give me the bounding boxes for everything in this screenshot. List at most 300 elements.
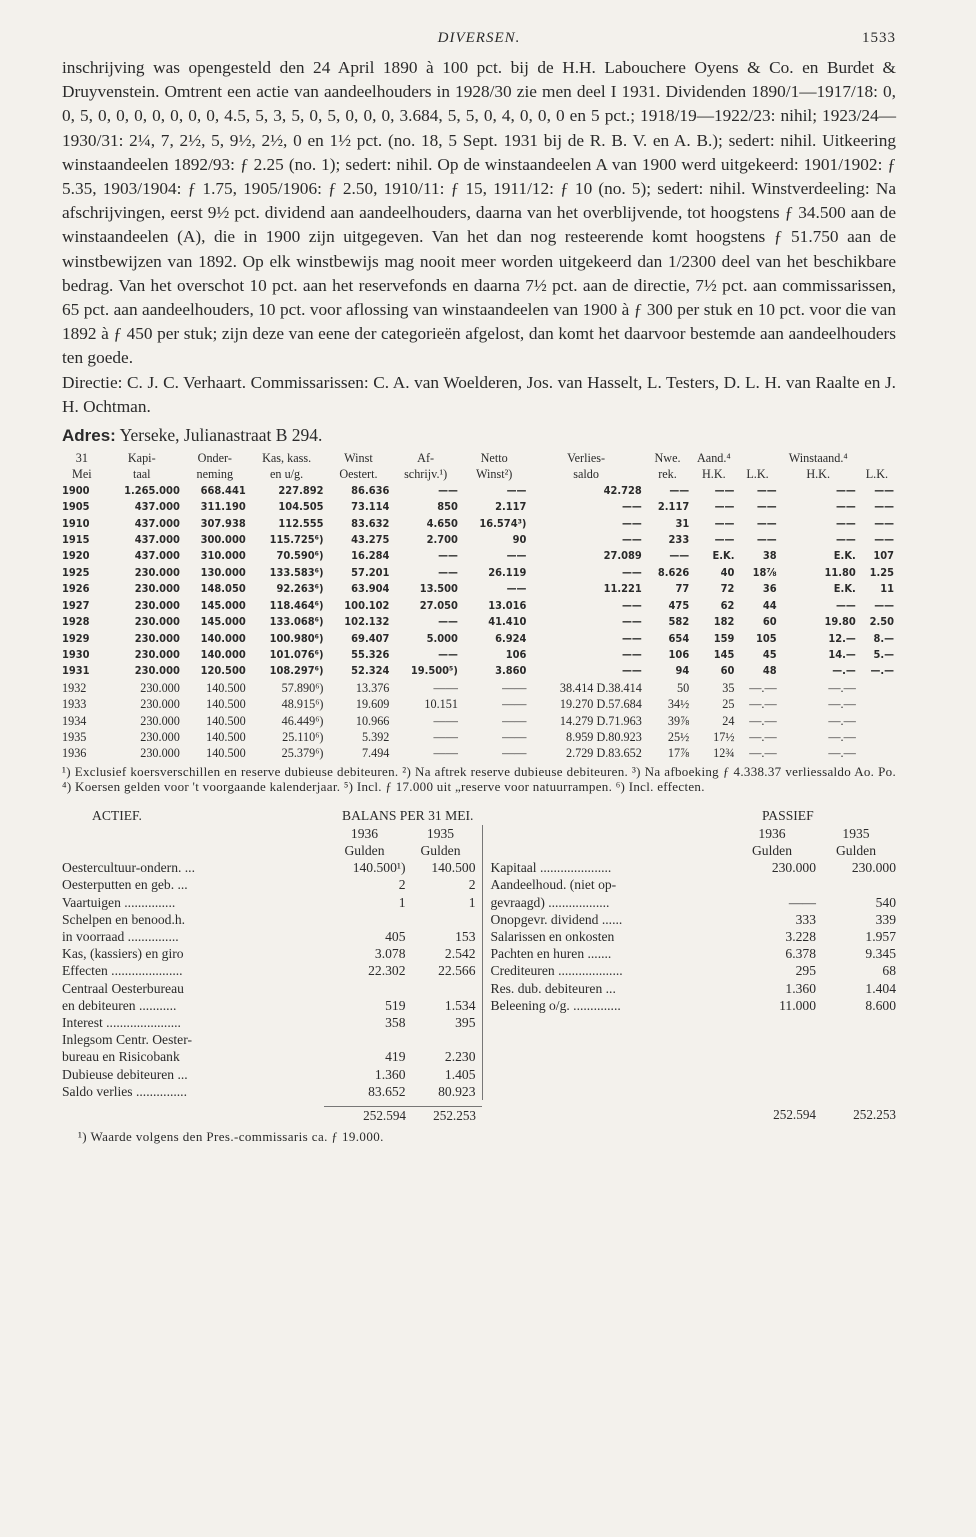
column-header: Mei	[72, 467, 92, 482]
item-label: en debiteuren ...........	[62, 997, 177, 1013]
table-row	[62, 581, 896, 597]
table-cell: 60	[762, 615, 777, 629]
table-cell: 11.221	[603, 582, 642, 596]
item-label: gevraagd) ..................	[490, 894, 610, 910]
table-cell: 233	[668, 533, 690, 547]
table-cell: ——	[506, 582, 527, 596]
item-value: 1.534	[444, 997, 476, 1013]
table-cell: 140.500	[206, 697, 246, 712]
passief-row	[483, 894, 897, 911]
table-cell: 133.583⁶)	[269, 565, 324, 579]
item-label: Kapitaal .....................	[490, 860, 612, 876]
table-cell: 46.449⁶)	[281, 713, 324, 728]
table-header-row	[62, 466, 896, 482]
table-cell: ——	[622, 598, 642, 612]
table-cell: 13.376	[355, 680, 390, 695]
table-cell: 8.—	[873, 631, 894, 645]
table-cell: 437.000	[134, 533, 180, 547]
column-header: Onder-	[197, 451, 232, 466]
table-cell: ——	[835, 500, 856, 514]
table-cell: 18⅞	[752, 565, 777, 579]
table-cell: 108.297⁶)	[269, 664, 324, 678]
table-cell: 107	[873, 549, 894, 563]
table-cell: 1905	[62, 500, 90, 514]
actief-row	[62, 945, 482, 962]
table-cell: ——	[433, 746, 458, 761]
table-cell: 140.500	[206, 713, 246, 728]
actief-row	[62, 1014, 482, 1031]
item-value: 1.360	[374, 1066, 406, 1082]
item-label: Schelpen en benood.h.	[62, 911, 186, 927]
table-cell: 86.636	[351, 483, 390, 497]
table-cell	[858, 680, 896, 696]
table-cell: 106	[668, 647, 690, 661]
column-header: Kas, kass.	[262, 451, 312, 466]
item-value: 8.600	[865, 997, 896, 1013]
table-cell: ——	[756, 483, 777, 497]
column-header: rek.	[658, 467, 677, 482]
table-cell: 27.050	[419, 598, 458, 612]
table-cell: 94	[675, 664, 690, 678]
table-cell: 1.265.000	[124, 483, 180, 497]
table-cell: 6.924	[495, 631, 527, 645]
table-cell: ——	[622, 516, 642, 530]
table-cell: ——	[756, 533, 777, 547]
balance-title: BALANS PER 31 MEI.	[342, 807, 474, 823]
table-cell: 159	[713, 631, 735, 645]
table-cell: ——	[502, 746, 527, 761]
item-value: 83.652	[368, 1083, 406, 1099]
balance-sheet	[62, 807, 896, 1146]
actief-row	[62, 1031, 482, 1048]
table-cell: 2.117	[657, 500, 690, 514]
table-cell: 230.000	[134, 647, 180, 661]
table-cell: ——	[622, 664, 642, 678]
table-cell: 12¾	[713, 746, 735, 761]
item-value	[406, 980, 482, 997]
item-value: 1.405	[444, 1066, 476, 1082]
table-cell: 27.089	[603, 549, 642, 563]
table-cell: 5.000	[426, 631, 458, 645]
table-cell: —.—	[828, 713, 856, 728]
table-cell: 26.119	[488, 565, 527, 579]
passief-row	[483, 997, 897, 1014]
item-value: 68	[882, 963, 896, 979]
item-label: Pachten en huren .......	[490, 946, 612, 962]
item-label: Oestercultuur-ondern. ...	[62, 860, 195, 876]
table-cell: E.K.	[712, 549, 735, 563]
table-cell: 300.000	[200, 533, 246, 547]
table-cell: 1929	[62, 631, 90, 645]
table-cell: 62	[720, 598, 735, 612]
table-cell: 1925	[62, 565, 90, 579]
page-number: 1533	[862, 30, 896, 46]
address-line	[62, 425, 896, 446]
table-footnotes: ¹) Exclusief koersverschillen en reserve dubieuse debiteuren. ²) Na aftrek reserve dubieuse debiteuren. ³) Na afboeking ƒ 4.338.37 verliessaldo Ao. Po. ⁴) Koersen gelden voor 't voorgaande kalenderjaar. ⁵) Incl. ƒ 17.000 uit „reserve voor natuurrampen. ⁶) Incl. effecten.	[62, 763, 896, 795]
item-value: 22.302	[368, 963, 406, 979]
table-cell: ——	[874, 500, 894, 514]
table-cell: 25½	[667, 729, 690, 744]
item-value: 1.404	[865, 980, 896, 996]
table-cell: ——	[502, 729, 527, 744]
table-cell: 72	[720, 582, 735, 596]
actief-row	[62, 997, 482, 1014]
table-cell: ——	[622, 615, 642, 629]
item-label: in voorraad ...............	[62, 928, 179, 944]
table-cell: 227.892	[278, 483, 324, 497]
column-header: Oestert.	[339, 467, 378, 482]
table-cell: 4.650	[426, 516, 458, 530]
table-cell: ——	[438, 549, 458, 563]
table-cell: 31	[675, 516, 690, 530]
table-cell: 1933	[62, 697, 87, 712]
table-cell: ——	[835, 598, 856, 612]
table-cell: 34½	[667, 697, 690, 712]
table-cell: ——	[669, 549, 690, 563]
table-cell: 13.016	[488, 598, 527, 612]
table-cell: ——	[438, 565, 458, 579]
table-cell: 115.725⁶)	[269, 533, 324, 547]
table-cell: 45	[762, 647, 777, 661]
actief-row	[62, 928, 482, 945]
passief-row	[483, 876, 897, 893]
item-value: 6.378	[785, 946, 816, 962]
actief-row	[62, 962, 482, 979]
table-cell: 437.000	[134, 516, 180, 530]
table-cell: 475	[668, 598, 690, 612]
item-value: 3.078	[374, 946, 406, 962]
item-value: 230.000	[851, 860, 896, 876]
table-cell: E.K.	[833, 549, 856, 563]
paragraph-board: Directie: C. J. C. Verhaart. Commissarissen: C. A. van Woelderen, Jos. van Hasselt, L. Testers, D. L. H. van Raalte en J. H. Ochtman.	[62, 372, 896, 416]
item-label: Vaartuigen ...............	[62, 894, 176, 910]
table-cell: ——	[502, 697, 527, 712]
table-cell: 1927	[62, 598, 90, 612]
table-cell: 1928	[62, 615, 90, 629]
statistics-table	[62, 450, 896, 762]
column-header: Aand.⁴	[696, 451, 731, 466]
table-cell: 48	[762, 664, 777, 678]
table-cell: 120.500	[200, 664, 246, 678]
table-cell: 14.—	[828, 647, 856, 661]
table-cell: 230.000	[134, 565, 180, 579]
item-value	[324, 980, 406, 997]
item-value: 1.957	[865, 928, 896, 944]
table-cell: 230.000	[134, 598, 180, 612]
table-cell: 36	[762, 582, 777, 596]
table-row	[62, 696, 896, 712]
passief-row	[483, 911, 897, 928]
table-cell: 63.904	[351, 582, 390, 596]
table-cell: ——	[874, 533, 894, 547]
column-header: H.K.	[806, 467, 831, 482]
item-label: Crediteuren ...................	[490, 963, 623, 979]
balance-totals	[62, 1106, 896, 1124]
table-cell: 19.270 D.57.684	[559, 697, 642, 712]
table-cell: ——	[622, 631, 642, 645]
item-value: ——	[788, 894, 816, 910]
table-cell: 16.284	[351, 549, 390, 563]
table-cell: 73.114	[351, 500, 390, 514]
column-header: schrijv.¹)	[404, 467, 448, 482]
table-cell: 437.000	[134, 549, 180, 563]
column-header: neming	[196, 467, 234, 482]
table-cell: 230.000	[140, 729, 180, 744]
column-header: Af-	[417, 451, 435, 466]
table-cell: ——	[714, 516, 735, 530]
passief-row	[483, 945, 897, 962]
address-label: Adres:	[62, 426, 116, 446]
item-label: Saldo verlies ...............	[62, 1083, 187, 1099]
table-cell: 25.110⁶)	[282, 729, 324, 744]
table-cell: 2.700	[426, 533, 458, 547]
table-cell: 230.000	[140, 746, 180, 761]
actief-row	[62, 1048, 482, 1065]
table-cell: 57.201	[351, 565, 390, 579]
table-cell: 40	[720, 565, 735, 579]
table-cell: 582	[668, 615, 690, 629]
table-cell: 1926	[62, 582, 90, 596]
passief-rows	[483, 859, 897, 1014]
table-cell: 230.000	[140, 697, 180, 712]
table-cell	[858, 696, 896, 712]
column-header: en u/g.	[270, 467, 304, 482]
table-cell: 118.464⁶)	[269, 598, 324, 612]
table-cell: 12.—	[828, 631, 856, 645]
table-row	[62, 548, 896, 564]
table-cell: 69.407	[351, 631, 390, 645]
table-row	[62, 729, 896, 745]
table-cell: 39⅞	[667, 713, 690, 728]
year-header: 1936	[758, 825, 786, 841]
actief-row	[62, 980, 482, 997]
table-cell: —.—	[749, 746, 777, 761]
column-header: saldo	[573, 467, 599, 482]
item-value: 230.000	[771, 860, 816, 876]
table-row	[62, 598, 896, 614]
body-text	[62, 56, 896, 419]
table-cell: 2.729 D.83.652	[565, 746, 642, 761]
table-cell: —.—	[749, 697, 777, 712]
table-cell: 310.000	[200, 549, 246, 563]
table-cell: 1.25	[869, 565, 894, 579]
table-cell: 17⅞	[667, 746, 690, 761]
item-value: 80.923	[438, 1083, 476, 1099]
table-cell: 25.379⁶)	[281, 746, 324, 761]
table-row	[62, 745, 896, 761]
table-cell: ——	[874, 598, 894, 612]
column-header	[736, 450, 778, 466]
table-cell: 1935	[62, 729, 87, 744]
table-cell: 8.626	[657, 565, 690, 579]
table-cell: —.—	[870, 664, 894, 678]
unit-header-row	[483, 842, 897, 859]
table-cell	[858, 729, 896, 745]
table-cell: 668.441	[200, 483, 246, 497]
table-cell: 140.500	[206, 729, 246, 744]
column-header: Kapi-	[127, 451, 156, 466]
item-value: 405	[385, 928, 406, 944]
table-header-row	[62, 450, 896, 466]
column-header: Verlies-	[567, 451, 606, 466]
item-value: 339	[875, 911, 896, 927]
table-cell: —.—	[828, 729, 856, 744]
table-cell: 148.050	[200, 582, 246, 596]
item-value: 22.566	[438, 963, 476, 979]
item-value: 1	[398, 894, 406, 910]
balance-footnote: ¹) Waarde volgens den Pres.-commissaris ca. ƒ 19.000.	[78, 1129, 384, 1145]
paragraph-dividends: inschrijving was opengesteld den 24 April 1890 à 100 pct. bij de H.H. Labouchere Oyens & Co. en Burdet & Druyvenstein. Omtrent een actie van aandeelhouders in 1928/30 zie men deel I 1931. Dividenden 1890/1—1917/18: 0, 0, 5, 0, 0, 0, 0, 0, 0, 0, 4.5, 5, 3, 5, 0, 5, 0, 0, 0, 3.684, 5, 5, 0, 4, 0, 0, 0 en 5 pct.; 1918/19—1922/23: nihil; 1923/24—1930/31: 2¼, 7, 2½, 5, 9½, 2½, 0 en 1½ pct. (no. 18, 5 Sept. 1931 bij de R. B. V. en A. B.); sedert: nihil. Uitkeering winstaandeelen 1892/93: ƒ 2.25 (no. 1); sedert: nihil. Op de winstaandeelen A van 1900 werd uitgekeerd: 1901/1902: ƒ 5.35, 1903/1904: ƒ 1.75, 1905/1906: ƒ 2.50, 1910/11: ƒ 15, 1911/12: ƒ 10 (no. 5); sedert: nihil. Winstverdeeling: Na afschrijvingen, eerst 9½ pct. dividend aan aandeelhouders, daarna van het overblijvende, tot hoogstens ƒ 34.500 aan de winstaandeelen (A), die in 1900 zijn uitgegeven. Van het dan nog resteerende komt hoogstens ƒ 51.750 aan de winstbewijzen van 1892. Op elk winstbewijs mag nooit meer worden uitgekeerd dan 1/2300 deel van het beschikbare bedrag. Van het overschot 10 pct. aan het reservefonds en daarna 7½ pct. aan de directie, 7½ pct. aan commissarissen, 65 pct. aan aandeelhouders, 10 pct. voor aflossing van winstaandeelen van 1900 à ƒ 300 per stuk en 10 pct. voor die van 1892 à ƒ 450 per stuk; zijn deze van eene der categorieën afgelost, dan komt het daarvoor bestemde aan aandeelhouders ten goede.	[62, 58, 896, 368]
actief-row	[62, 876, 482, 893]
table-cell: —.—	[828, 680, 856, 695]
table-cell: 13.500	[419, 582, 458, 596]
column-header: 31	[75, 451, 88, 466]
year-header: 1935	[842, 825, 870, 841]
table-cell: ——	[835, 533, 856, 547]
table-cell: 5.—	[873, 647, 894, 661]
actief-row	[62, 1083, 482, 1100]
table-cell: 145.000	[200, 598, 246, 612]
item-value: 153	[455, 928, 476, 944]
table-row	[62, 647, 896, 663]
table-cell: 42.728	[603, 483, 642, 497]
table-cell: 140.500	[206, 746, 246, 761]
table-cell: 52.324	[351, 664, 390, 678]
table-cell: 654	[668, 631, 690, 645]
column-header: H.K.	[701, 467, 726, 482]
table-cell: 1930	[62, 647, 90, 661]
item-label: Effecten .....................	[62, 963, 183, 979]
table-cell: —.—	[749, 680, 777, 695]
unit-header: Gulden	[835, 842, 877, 858]
actief-row	[62, 1066, 482, 1083]
column-header: Winst²)	[476, 467, 513, 482]
table-cell: 230.000	[134, 631, 180, 645]
item-value	[406, 911, 482, 928]
table-cell: ——	[622, 647, 642, 661]
table-cell: 10.151	[424, 697, 458, 712]
table-row	[62, 680, 896, 696]
table-cell: ——	[438, 647, 458, 661]
unit-header: Gulden	[344, 842, 385, 858]
item-label: Onopgevr. dividend ......	[490, 911, 623, 927]
table-cell: 140.000	[200, 631, 246, 645]
table-cell: 100.102	[344, 598, 390, 612]
passief-label: PASSIEF	[762, 807, 814, 823]
actief-column	[62, 825, 483, 1100]
table-cell: 48.915⁶)	[281, 697, 324, 712]
table-cell: —.—	[828, 697, 856, 712]
table-body	[62, 483, 896, 762]
table-cell: ——	[756, 500, 777, 514]
item-value: 395	[455, 1015, 476, 1030]
year-header-row	[62, 825, 482, 842]
table-cell: ——	[502, 713, 527, 728]
table-cell: 60	[720, 664, 735, 678]
table-cell: 3.860	[495, 664, 527, 678]
item-label: Salarissen en onkosten	[490, 928, 615, 944]
item-value: 11.000	[779, 997, 816, 1013]
table-cell: 38	[762, 549, 777, 563]
table-row	[62, 532, 896, 548]
table-cell: ——	[756, 516, 777, 530]
item-value	[406, 1031, 482, 1048]
table-row	[62, 713, 896, 729]
table-cell: 90	[512, 533, 527, 547]
table-cell: 5.392	[361, 729, 390, 744]
table-cell: 19.609	[355, 697, 390, 712]
item-label: Kas, (kassiers) en giro	[62, 946, 184, 962]
item-label: Aandeelhoud. (niet op-	[490, 877, 617, 893]
table-cell: ——	[433, 729, 458, 744]
item-value: 3.228	[785, 928, 816, 944]
table-cell: 11.80	[824, 565, 856, 579]
column-header: Winst	[344, 451, 373, 466]
item-label: bureau en Risicobank	[62, 1049, 180, 1065]
item-label: Dubieuse debiteuren ...	[62, 1066, 188, 1082]
table-cell: 1934	[62, 713, 87, 728]
item-value: 1.360	[785, 980, 816, 996]
table-cell: 38.414 D.38.414	[559, 680, 642, 695]
table-cell: 92.263⁶)	[276, 582, 324, 596]
address-value: Yerseke, Julianastraat B 294.	[119, 425, 323, 446]
item-label: Centraal Oesterbureau	[62, 980, 184, 996]
table-cell: 437.000	[134, 500, 180, 514]
running-header	[62, 30, 896, 56]
table-cell: 140.000	[200, 647, 246, 661]
table-cell	[858, 745, 896, 761]
table-cell: 43.275	[351, 533, 390, 547]
table-cell: ——	[714, 500, 735, 514]
table-row	[62, 614, 896, 630]
item-value	[728, 876, 816, 893]
table-cell: 1910	[62, 516, 90, 530]
passief-row	[483, 928, 897, 945]
item-value: 419	[385, 1049, 406, 1065]
table-cell: 1936	[62, 746, 87, 761]
table-cell: 133.068⁶)	[269, 615, 324, 629]
item-value: 333	[795, 911, 816, 927]
year-header: 1936	[350, 825, 379, 841]
table-cell: 35	[722, 680, 735, 695]
table-cell: ——	[714, 483, 735, 497]
table-cell: 10.966	[355, 713, 390, 728]
table-cell: ——	[669, 483, 690, 497]
table-cell: ——	[438, 615, 458, 629]
table-row	[62, 565, 896, 581]
table-cell: 44	[762, 598, 777, 612]
table-cell: ——	[506, 483, 527, 497]
table-cell: 24	[722, 713, 735, 728]
table-cell: 101.076⁶)	[269, 647, 324, 661]
total-actief-1935: 252.253	[406, 1106, 482, 1124]
item-label: Inlegsom Centr. Oester-	[62, 1032, 192, 1048]
table-cell: 230.000	[140, 680, 180, 695]
balance-header	[62, 807, 896, 825]
table-cell: ——	[622, 500, 642, 514]
item-value: 2.542	[444, 946, 476, 962]
passief-row	[483, 859, 897, 876]
table-cell: ——	[622, 565, 642, 579]
document-page	[62, 30, 896, 1145]
passief-row	[483, 962, 897, 979]
total-passief-1936: 252.594	[773, 1107, 816, 1123]
table-cell: 112.555	[278, 516, 324, 530]
item-value: 2.230	[444, 1049, 476, 1065]
table-cell: 850	[437, 500, 458, 514]
item-value: 358	[385, 1015, 406, 1030]
actief-rows	[62, 859, 482, 1100]
